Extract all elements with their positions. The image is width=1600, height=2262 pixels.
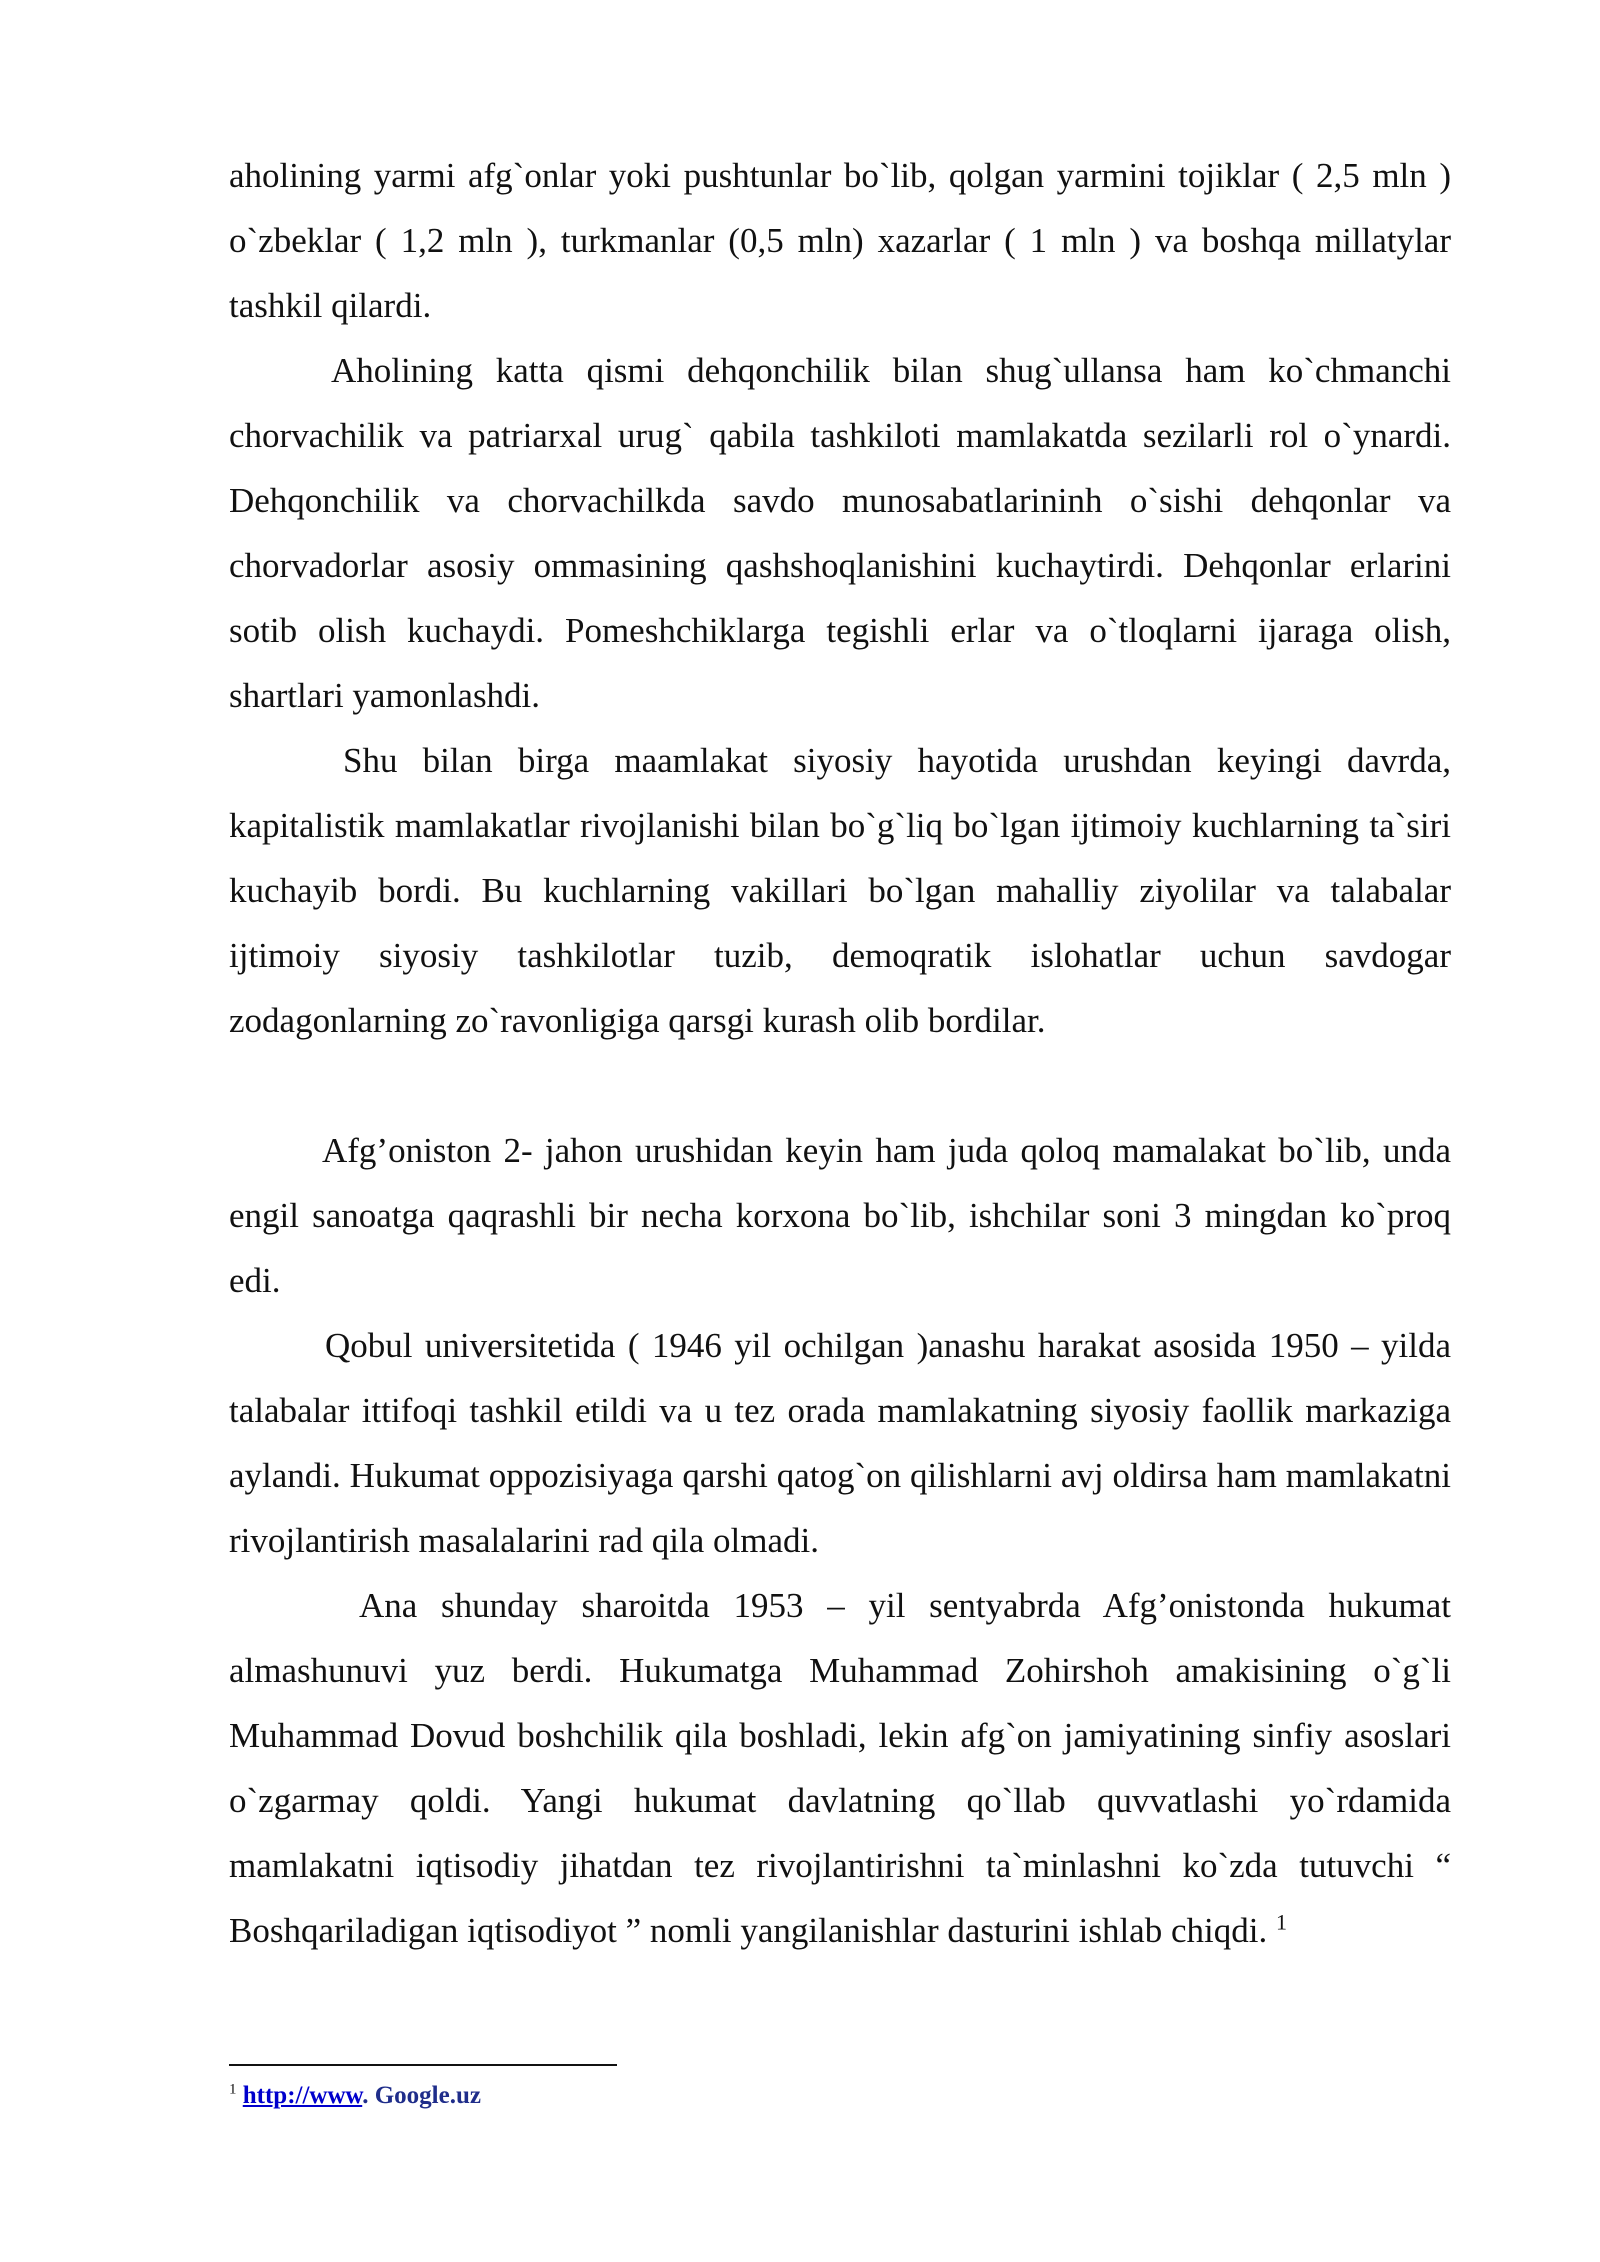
paragraph-kabul-university: Qobul universitetida ( 1946 yil ochilgan )anashu harakat asosida 1950 – yilda talabalar ittifoqi tashkil etildi va u tez orada mamlakatning siyosiy faollik markaziga aylandi. Hukumat oppozisiyaga qarshi qatog`on qilishlarni avj oldirsa ham mamlakatni rivojlantirish masalalarini rad qila olmadi. [229,1326,1451,1560]
paragraph-agriculture: Aholining katta qismi dehqonchilik bilan shug`ullansa ham ko`chmanchi chorvachilik va patriarxal urug` qabila tashkiloti mamlakatda sezilarli rol o`ynardi. Dehqonchilik va chorvachilkda savdo munosabatlarininh o`sishi dehqonlar va chorvadorlar asosiy ommasining qashshoqlanishini kuchaytirdi. Dehqonlar erlarini sotib olish kuchaydi. Pomeshchiklarga tegishli erlar va o`tloqlarni ijaraga olish, shartlari yamonlashdi. [229,351,1451,715]
footnote-reference[interactable]: 1 [1275,1909,1287,1935]
paragraph-1953-government [229,1573,1451,1963]
footnote-separator [229,2064,617,2066]
footnote-link[interactable]: http://www [242,2082,363,2109]
paragraph-postwar-economy: Afg’oniston 2- jahon urushidan keyin ham juda qoloq mamalakat bo`lib, unda engil sanoatga qaqrashli bir necha korxona bo`lib, ishchilar soni 3 mingdan ko`proq edi. [229,1131,1451,1300]
paragraph-spacer [229,1053,1451,1118]
paragraph-population: aholining yarmi afg`onlar yoki pushtunlar bo`lib, qolgan yarmini tojiklar ( 2,5 mln ) o`zbeklar ( 1,2 mln ), turkmanlar (0,5 mln) xazarlar ( 1 mln ) va boshqa millatylar tashkil qilardi. [229,156,1451,325]
footnote [229,2079,481,2113]
paragraph-social-forces: Shu bilan birga maamlakat siyosiy hayotida urushdan keyingi davrda, kapitalistik mamlakatlar rivojlanishi bilan bo`g`liq bo`lgan ijtimoiy kuchlarning ta`siri kuchayib bordi. Bu kuchlarning vakillari bo`lgan mahalliy ziyolilar va talabalar ijtimoiy siyosiy tashkilotlar tuzib, demoqratik islohatlar uchun savdogar zodagonlarning zo`ravonligiga qarsgi kurash olib bordilar. [229,741,1451,1040]
document-body [229,143,1451,1963]
paragraph-1953-text: Ana shunday sharoitda 1953 – yil sentyabrda Afg’onistonda hukumat almashunuvi yuz berdi. Hukumatga Muhammad Zohirshoh amakisining o`g`li Muhammad Dovud boshchilik qila boshladi, lekin afg`on jamiyatining sinfiy asoslari o`zgarmay qoldi. Yangi hukumat davlatning qo`llab quvvatlashi yo`rdamida mamlakatni iqtisodiy jihatdan tez rivojlantirishni ta`minlashni ko`zda tutuvchi “ Boshqariladigan iqtisodiyot ” nomli yangilanishlar dasturini ishlab chiqdi. [229,1586,1451,1950]
footnote-domain: . Google.uz [362,2082,481,2109]
footnote-number: 1 [229,2081,237,2098]
